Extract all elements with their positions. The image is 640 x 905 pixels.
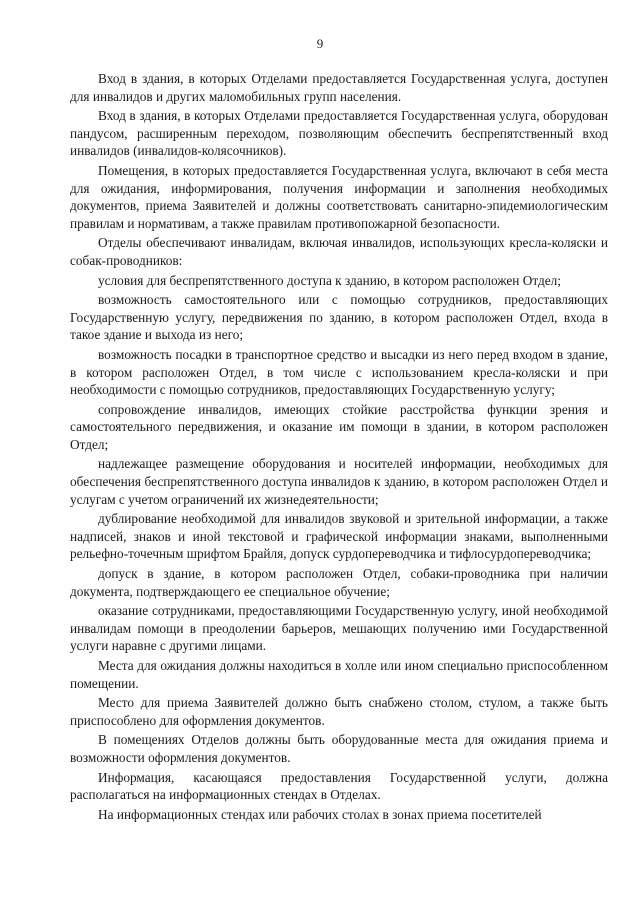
list-item: оказание сотрудниками, предоставляющими Государственную услугу, иной необходимой инвалидам помощи в преодолении барьеров, мешающих получению ими Государственной услуги наравне с другими лицами. <box>70 603 608 654</box>
paragraph: В помещениях Отделов должны быть оборудованные места для ожидания приема и возможности оформления документов. <box>70 732 608 765</box>
paragraph: Вход в здания, в которых Отделами предоставляется Государственная услуга, доступен для инвалидов и других маломобильных групп населения. <box>70 71 608 104</box>
document-body <box>70 70 608 825</box>
paragraph: На информационных стендах или рабочих столах в зонах приема посетителей <box>98 806 542 822</box>
paragraph: Помещения, в которых предоставляется Государственная услуга, включают в себя места для ожидания, информирования, получения информации и заполнения необходимых документов, приема Заявителей и должны соответствовать санитарно-эпидемиологическим правилам и нормативам, а также правилам противопожарной безопасности. <box>70 162 608 231</box>
paragraph: Вход в здания, в которых Отделами предоставляется Государственная услуга, оборудован пандусом, расширенным переходом, позволяющим обеспечить беспрепятственный вход инвалидов (инвалидов-колясочников). <box>70 108 608 159</box>
list-item: надлежащее размещение оборудования и носителей информации, необходимых для обеспечения беспрепятственного доступа инвалидов к зданию, в котором расположен Отдел и услугам с учетом ограничений их жизнедеятельности; <box>70 456 608 507</box>
list-item: условия для беспрепятственного доступа к зданию, в котором расположен Отдел; <box>98 272 561 288</box>
paragraph: Места для ожидания должны находиться в холле или ином специально приспособленном помещении. <box>70 658 608 691</box>
list-item: допуск в здание, в котором расположен Отдел, собаки-проводника при наличии документа, подтверждающего ее специальное обучение; <box>70 566 608 599</box>
list-item: возможность посадки в транспортное средство и высадки из него перед входом в здание, в котором расположен Отдел, в том числе с использованием кресла-коляски и при необходимости с помощью сотрудников, предоставляющих Государственную услугу; <box>70 346 608 398</box>
paragraph: Место для приема Заявителей должно быть снабжено столом, стулом, а также быть приспособлено для оформления документов. <box>70 695 608 728</box>
list-item: сопровождение инвалидов, имеющих стойкие расстройства функции зрения и самостоятельного передвижения, и оказание им помощи в здании, в котором расположен Отдел; <box>70 401 608 452</box>
paragraph: Информация, касающаяся предоставления Государственной услуги, должна располагаться на информационных стендах в Отделах. <box>70 769 608 803</box>
page-number: 9 <box>316 36 324 51</box>
list-item: возможность самостоятельного или с помощью сотрудников, предоставляющих Государственную услугу, передвижения по зданию, в котором расположен Отдел, входа в такое здание и выхода из него; <box>70 292 608 343</box>
paragraph: Отделы обеспечивают инвалидам, включая инвалидов, использующих кресла-коляски и собак-проводников: <box>70 235 608 268</box>
list-item: дублирование необходимой для инвалидов звуковой и зрительной информации, а также надписей, знаков и иной текстовой и графической информации знаками, выполненными рельефно-точечным шрифтом Брайля, допуск сурдопереводчика и тифлосурдопереводчика; <box>70 511 608 562</box>
